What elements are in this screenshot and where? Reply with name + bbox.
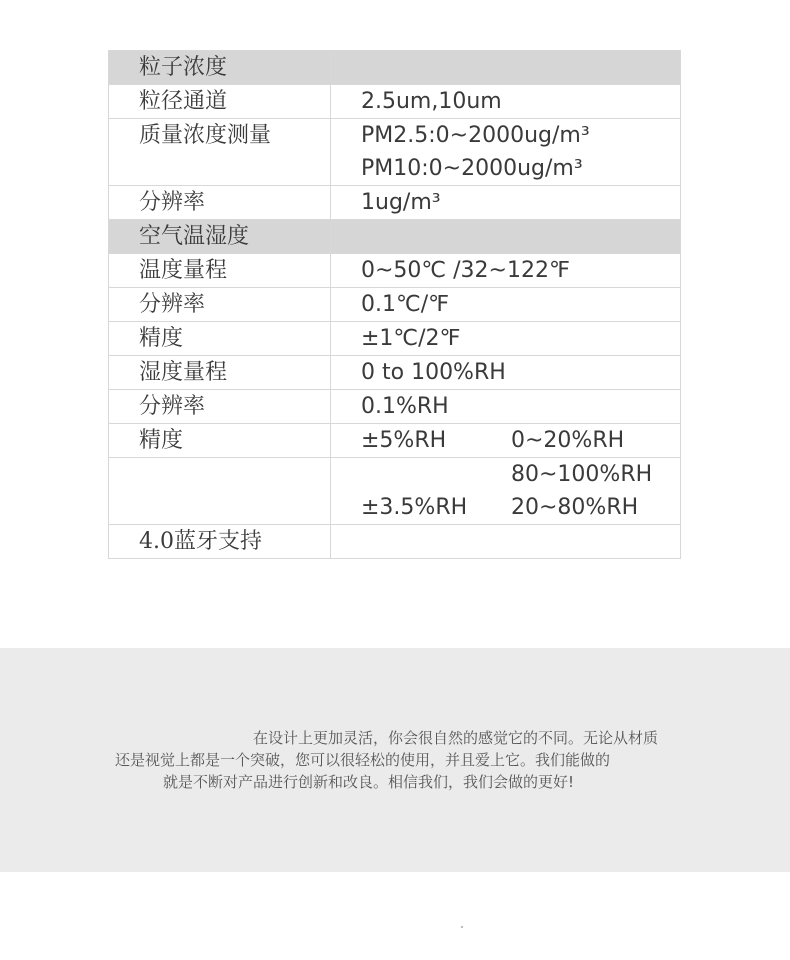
- row-value: 0.1℃/℉: [331, 288, 681, 322]
- cropped-heading-fragment: [300, 0, 500, 4]
- range-value: 0~20%RH: [511, 428, 625, 453]
- value-line: PM2.5:0~2000ug/m³: [361, 123, 590, 148]
- table-row: [109, 85, 681, 119]
- table-row: [109, 356, 681, 390]
- row-value: 0 to 100%RH: [331, 356, 681, 390]
- row-label: 粒径通道: [109, 85, 331, 119]
- table-row: [109, 288, 681, 322]
- description-line-2: 还是视觉上都是一个突破，您可以很轻松的使用，并且爱上它。我们能做的: [115, 751, 611, 769]
- table-row: [109, 322, 681, 356]
- row-label: [109, 458, 331, 525]
- section-label: 空气温湿度: [109, 220, 331, 254]
- row-label: 质量浓度测量: [109, 119, 331, 186]
- row-value: 0~50℃ /32~122℉: [331, 254, 681, 288]
- table-row: [109, 458, 681, 525]
- row-value: [331, 525, 681, 559]
- table-row: [109, 186, 681, 220]
- row-value: 2.5um,10um: [331, 85, 681, 119]
- row-value: [331, 458, 681, 525]
- row-label: 分辨率: [109, 288, 331, 322]
- row-label: 精度: [109, 322, 331, 356]
- row-label: 湿度量程: [109, 356, 331, 390]
- row-label: 分辨率: [109, 186, 331, 220]
- section-label: 粒子浓度: [109, 51, 331, 85]
- row-value: [331, 119, 681, 186]
- section-value: [331, 220, 681, 254]
- range-value: 80~100%RH: [511, 462, 653, 487]
- table-row: [109, 390, 681, 424]
- row-label: 精度: [109, 424, 331, 458]
- range-value: 20~80%RH: [511, 495, 639, 520]
- row-value: ±1℃/2℉: [331, 322, 681, 356]
- row-value: 1ug/m³: [331, 186, 681, 220]
- table-row: [109, 119, 681, 186]
- section-value: [331, 51, 681, 85]
- description-line-3: 就是不断对产品进行创新和改良。相信我们，我们会做的更好!: [163, 773, 575, 791]
- decorative-dot: [461, 926, 463, 928]
- accuracy-value: ±3.5%RH: [361, 495, 468, 520]
- row-value: [331, 424, 681, 458]
- value-line: PM10:0~2000ug/m³: [361, 156, 583, 181]
- row-label: 分辨率: [109, 390, 331, 424]
- row-value: 0.1%RH: [331, 390, 681, 424]
- description-line-1: 在设计上更加灵活，你会很自然的感觉它的不同。无论从材质: [253, 729, 659, 747]
- table-row: [109, 525, 681, 559]
- row-label: 温度量程: [109, 254, 331, 288]
- table-row: [109, 254, 681, 288]
- table-row-section: [109, 220, 681, 254]
- row-label: 4.0蓝牙支持: [109, 525, 331, 559]
- table-row-section: [109, 51, 681, 85]
- accuracy-value: ±5%RH: [361, 428, 447, 453]
- table-row: [109, 424, 681, 458]
- spec-table: [108, 50, 681, 559]
